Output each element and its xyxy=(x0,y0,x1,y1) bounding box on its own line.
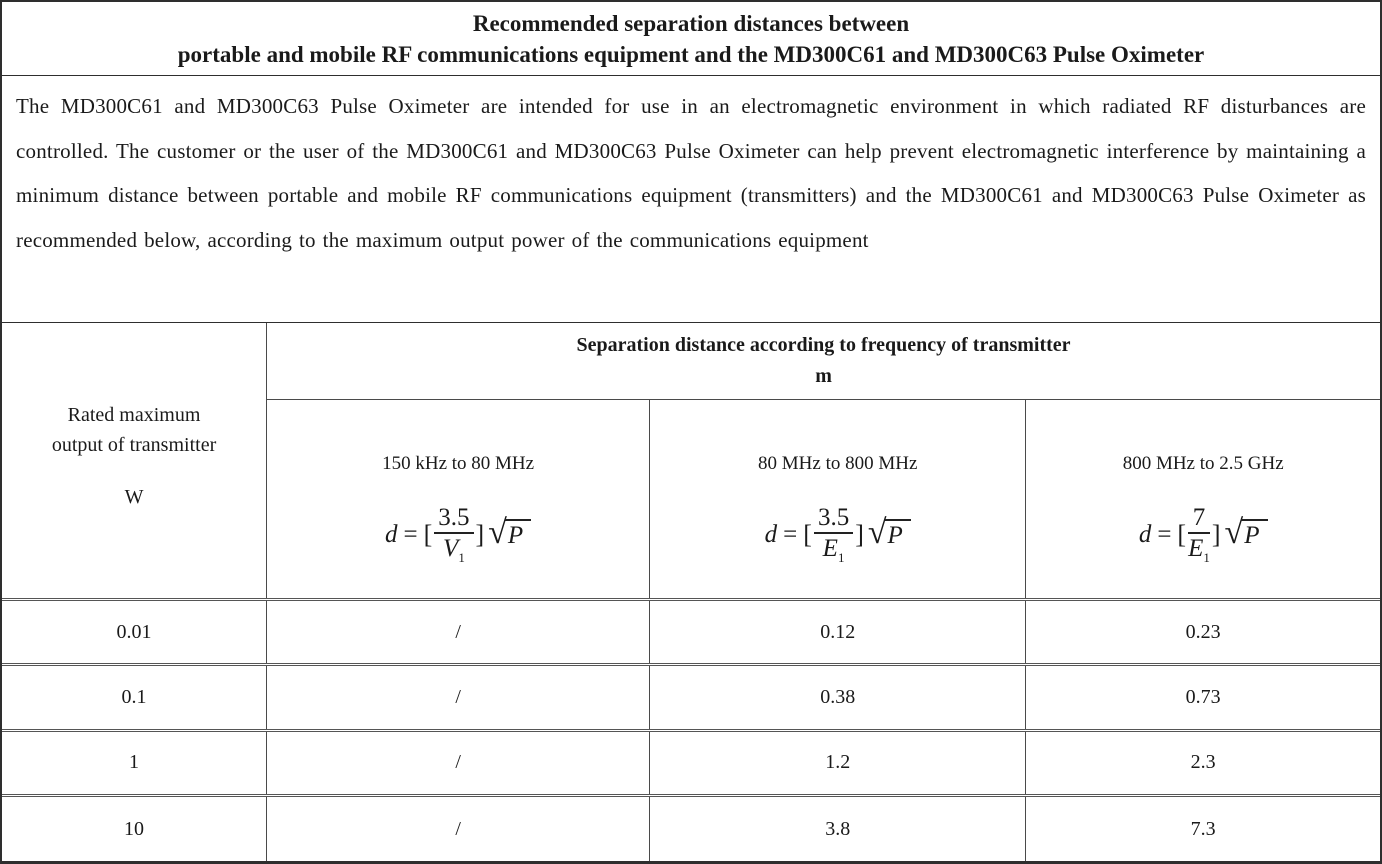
formula-denominator-subscript: 1 xyxy=(837,549,845,565)
formula-fraction xyxy=(434,505,473,566)
power-value-cell: 1 xyxy=(2,730,267,795)
rated-output-unit: W xyxy=(124,485,144,508)
formula-denominator-base: E xyxy=(822,534,838,562)
rated-output-label-line-1: Rated maximum xyxy=(67,403,201,426)
formula-equals: = xyxy=(403,520,418,548)
frequency-column-header-cell xyxy=(267,399,650,599)
formula-numerator: 3.5 xyxy=(434,505,473,534)
formula-variable: d xyxy=(764,520,778,548)
distance-value-cell: / xyxy=(267,600,650,665)
table-header-row xyxy=(2,323,1380,399)
formula-open-bracket: [ xyxy=(1177,519,1187,549)
distance-value-cell: / xyxy=(267,796,650,861)
formula-equals: = xyxy=(1157,520,1172,548)
intro-paragraph: The MD300C61 and MD300C63 Pulse Oximeter are intended for use in an electromagnetic environment in which radiated RF disturbances are controlled. The customer or the user of the MD300C61 and MD300C63 Pulse Oximeter can help prevent electromagnetic interference by maintaining a minimum distance between portable and mobile RF communications equipment (transmitters) and the MD300C61 and MD300C63 Pulse Oximeter as recommended below, according to the maximum output power of the communications equipment xyxy=(2,76,1380,323)
formula-fraction xyxy=(1188,505,1210,566)
rated-output-label-line-2: output of transmitter xyxy=(51,433,217,456)
page-title-line-1: Recommended separation distances between xyxy=(472,10,910,36)
separation-distance-formula xyxy=(385,505,531,566)
distance-value-cell: 0.73 xyxy=(1026,665,1380,730)
formula-denominator xyxy=(1188,534,1210,565)
radical-sign-icon: √ xyxy=(867,514,887,552)
formula-radicand: P xyxy=(505,519,531,550)
formula-close-bracket: ] xyxy=(855,519,864,549)
frequency-column-header-content xyxy=(1026,433,1380,566)
distance-value-cell: 2.3 xyxy=(1026,730,1380,795)
table-row xyxy=(2,600,1380,665)
formula-numerator: 7 xyxy=(1188,505,1210,534)
distance-value-cell: 0.23 xyxy=(1026,600,1380,665)
separation-distance-formula xyxy=(765,505,911,566)
distance-value-cell: / xyxy=(267,730,650,795)
power-value-cell: 0.1 xyxy=(2,665,267,730)
formula-variable: d xyxy=(1138,520,1152,548)
formula-close-bracket: ] xyxy=(1211,519,1221,549)
formula-variable: d xyxy=(385,520,398,548)
frequency-range-label: 80 MHz to 800 MHz xyxy=(758,452,918,474)
frequency-group-header-unit: m xyxy=(815,364,832,387)
formula-square-root xyxy=(1224,514,1268,552)
radical-sign-icon: √ xyxy=(1224,514,1244,552)
power-value-cell: 0.01 xyxy=(2,600,267,665)
separation-distance-formula xyxy=(1139,505,1268,566)
frequency-group-header-cell xyxy=(267,323,1380,399)
distance-value-cell: / xyxy=(267,665,650,730)
rated-output-header-content xyxy=(2,400,266,522)
formula-denominator-base: E xyxy=(1188,534,1204,562)
power-value-cell: 10 xyxy=(2,796,267,861)
formula-square-root xyxy=(867,514,911,552)
formula-equals: = xyxy=(783,520,798,548)
table-row xyxy=(2,796,1380,861)
frequency-column-header-cell xyxy=(650,399,1026,599)
frequency-column-header-cell xyxy=(1026,399,1380,599)
distance-value-cell: 7.3 xyxy=(1026,796,1380,861)
formula-radicand: P xyxy=(1241,519,1267,550)
distance-value-cell: 3.8 xyxy=(650,796,1026,861)
separation-distance-table xyxy=(2,323,1380,861)
formula-open-bracket: [ xyxy=(803,519,812,549)
distance-value-cell: 0.12 xyxy=(650,600,1026,665)
formula-denominator-subscript: 1 xyxy=(458,549,465,565)
formula-denominator-base: V xyxy=(443,534,459,562)
distance-value-cell: 1.2 xyxy=(650,730,1026,795)
frequency-group-header-title: Separation distance according to frequency of transmitter xyxy=(576,333,1071,356)
frequency-column-header-content xyxy=(650,433,1025,566)
formula-square-root xyxy=(488,514,531,552)
table-row xyxy=(2,665,1380,730)
formula-numerator: 3.5 xyxy=(814,505,853,534)
formula-close-bracket: ] xyxy=(475,519,485,549)
rated-output-label xyxy=(52,400,216,460)
table-row xyxy=(2,730,1380,795)
page-title xyxy=(2,2,1380,76)
formula-denominator-subscript: 1 xyxy=(1203,549,1210,565)
distance-value-cell: 0.38 xyxy=(650,665,1026,730)
radical-sign-icon: √ xyxy=(488,514,507,552)
formula-fraction xyxy=(814,505,853,566)
frequency-range-label: 800 MHz to 2.5 GHz xyxy=(1122,452,1284,474)
frequency-range-label: 150 kHz to 80 MHz xyxy=(382,452,535,474)
formula-denominator xyxy=(434,534,473,565)
formula-radicand: P xyxy=(885,519,911,550)
formula-open-bracket: [ xyxy=(423,519,433,549)
rated-output-header-cell xyxy=(2,323,267,600)
page-title-line-2: portable and mobile RF communications equipment and the MD300C61 and MD300C63 Pulse Oximeter xyxy=(177,41,1205,67)
frequency-column-header-content xyxy=(267,433,649,566)
formula-denominator xyxy=(814,534,853,565)
